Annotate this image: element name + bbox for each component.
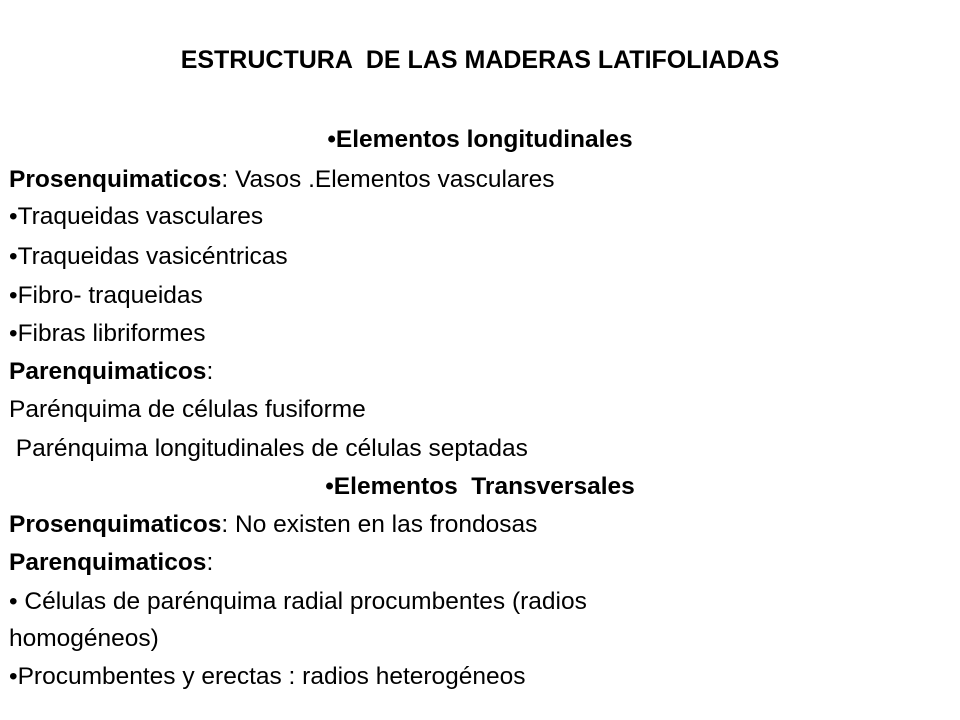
transversal-prosen-label: Prosenquimaticos xyxy=(9,511,222,538)
slide-title: ESTRUCTURA DE LAS MADERAS LATIFOLIADAS xyxy=(180,46,780,74)
list-item-celulas-procumbentes: • Células de parénquima radial procumbentes (radios xyxy=(9,588,587,615)
longitudinal-prosen-label: Prosenquimaticos xyxy=(9,166,222,193)
transversal-heading: •Elementos Transversales xyxy=(325,473,635,500)
list-item-traqueidas-vasicentricas: •Traqueidas vasicéntricas xyxy=(9,243,288,270)
longitudinal-paren-colon: : xyxy=(206,358,214,385)
longitudinal-paren-line xyxy=(9,357,213,387)
transversal-prosen-text: : No existen en las frondosas xyxy=(221,511,538,538)
transversal-paren-line xyxy=(9,548,213,578)
list-item-procumbentes-erectas: •Procumbentes y erectas : radios heterogéneos xyxy=(9,663,526,690)
list-item-traqueidas-vasculares: •Traqueidas vasculares xyxy=(9,203,264,230)
transversal-prosen-line xyxy=(9,510,537,540)
longitudinal-prosen-text: : Vasos .Elementos vasculares xyxy=(221,166,555,193)
list-item-fibro-traqueidas: •Fibro- traqueidas xyxy=(9,282,203,309)
list-item-homogeneos-continuation: homogéneos) xyxy=(9,625,159,652)
transversal-paren-colon: : xyxy=(206,549,214,576)
longitudinal-paren-label: Parenquimaticos xyxy=(9,358,207,385)
transversal-paren-label: Parenquimaticos xyxy=(9,549,207,576)
longitudinal-heading: •Elementos longitudinales xyxy=(327,126,633,153)
longitudinal-prosen-line xyxy=(9,165,555,195)
paren-item-fusiforme: Parénquima de células fusiforme xyxy=(9,396,366,423)
paren-item-septadas: Parénquima longitudinales de células septadas xyxy=(9,435,528,462)
list-item-fibras-libriformes: •Fibras libriformes xyxy=(9,320,206,347)
